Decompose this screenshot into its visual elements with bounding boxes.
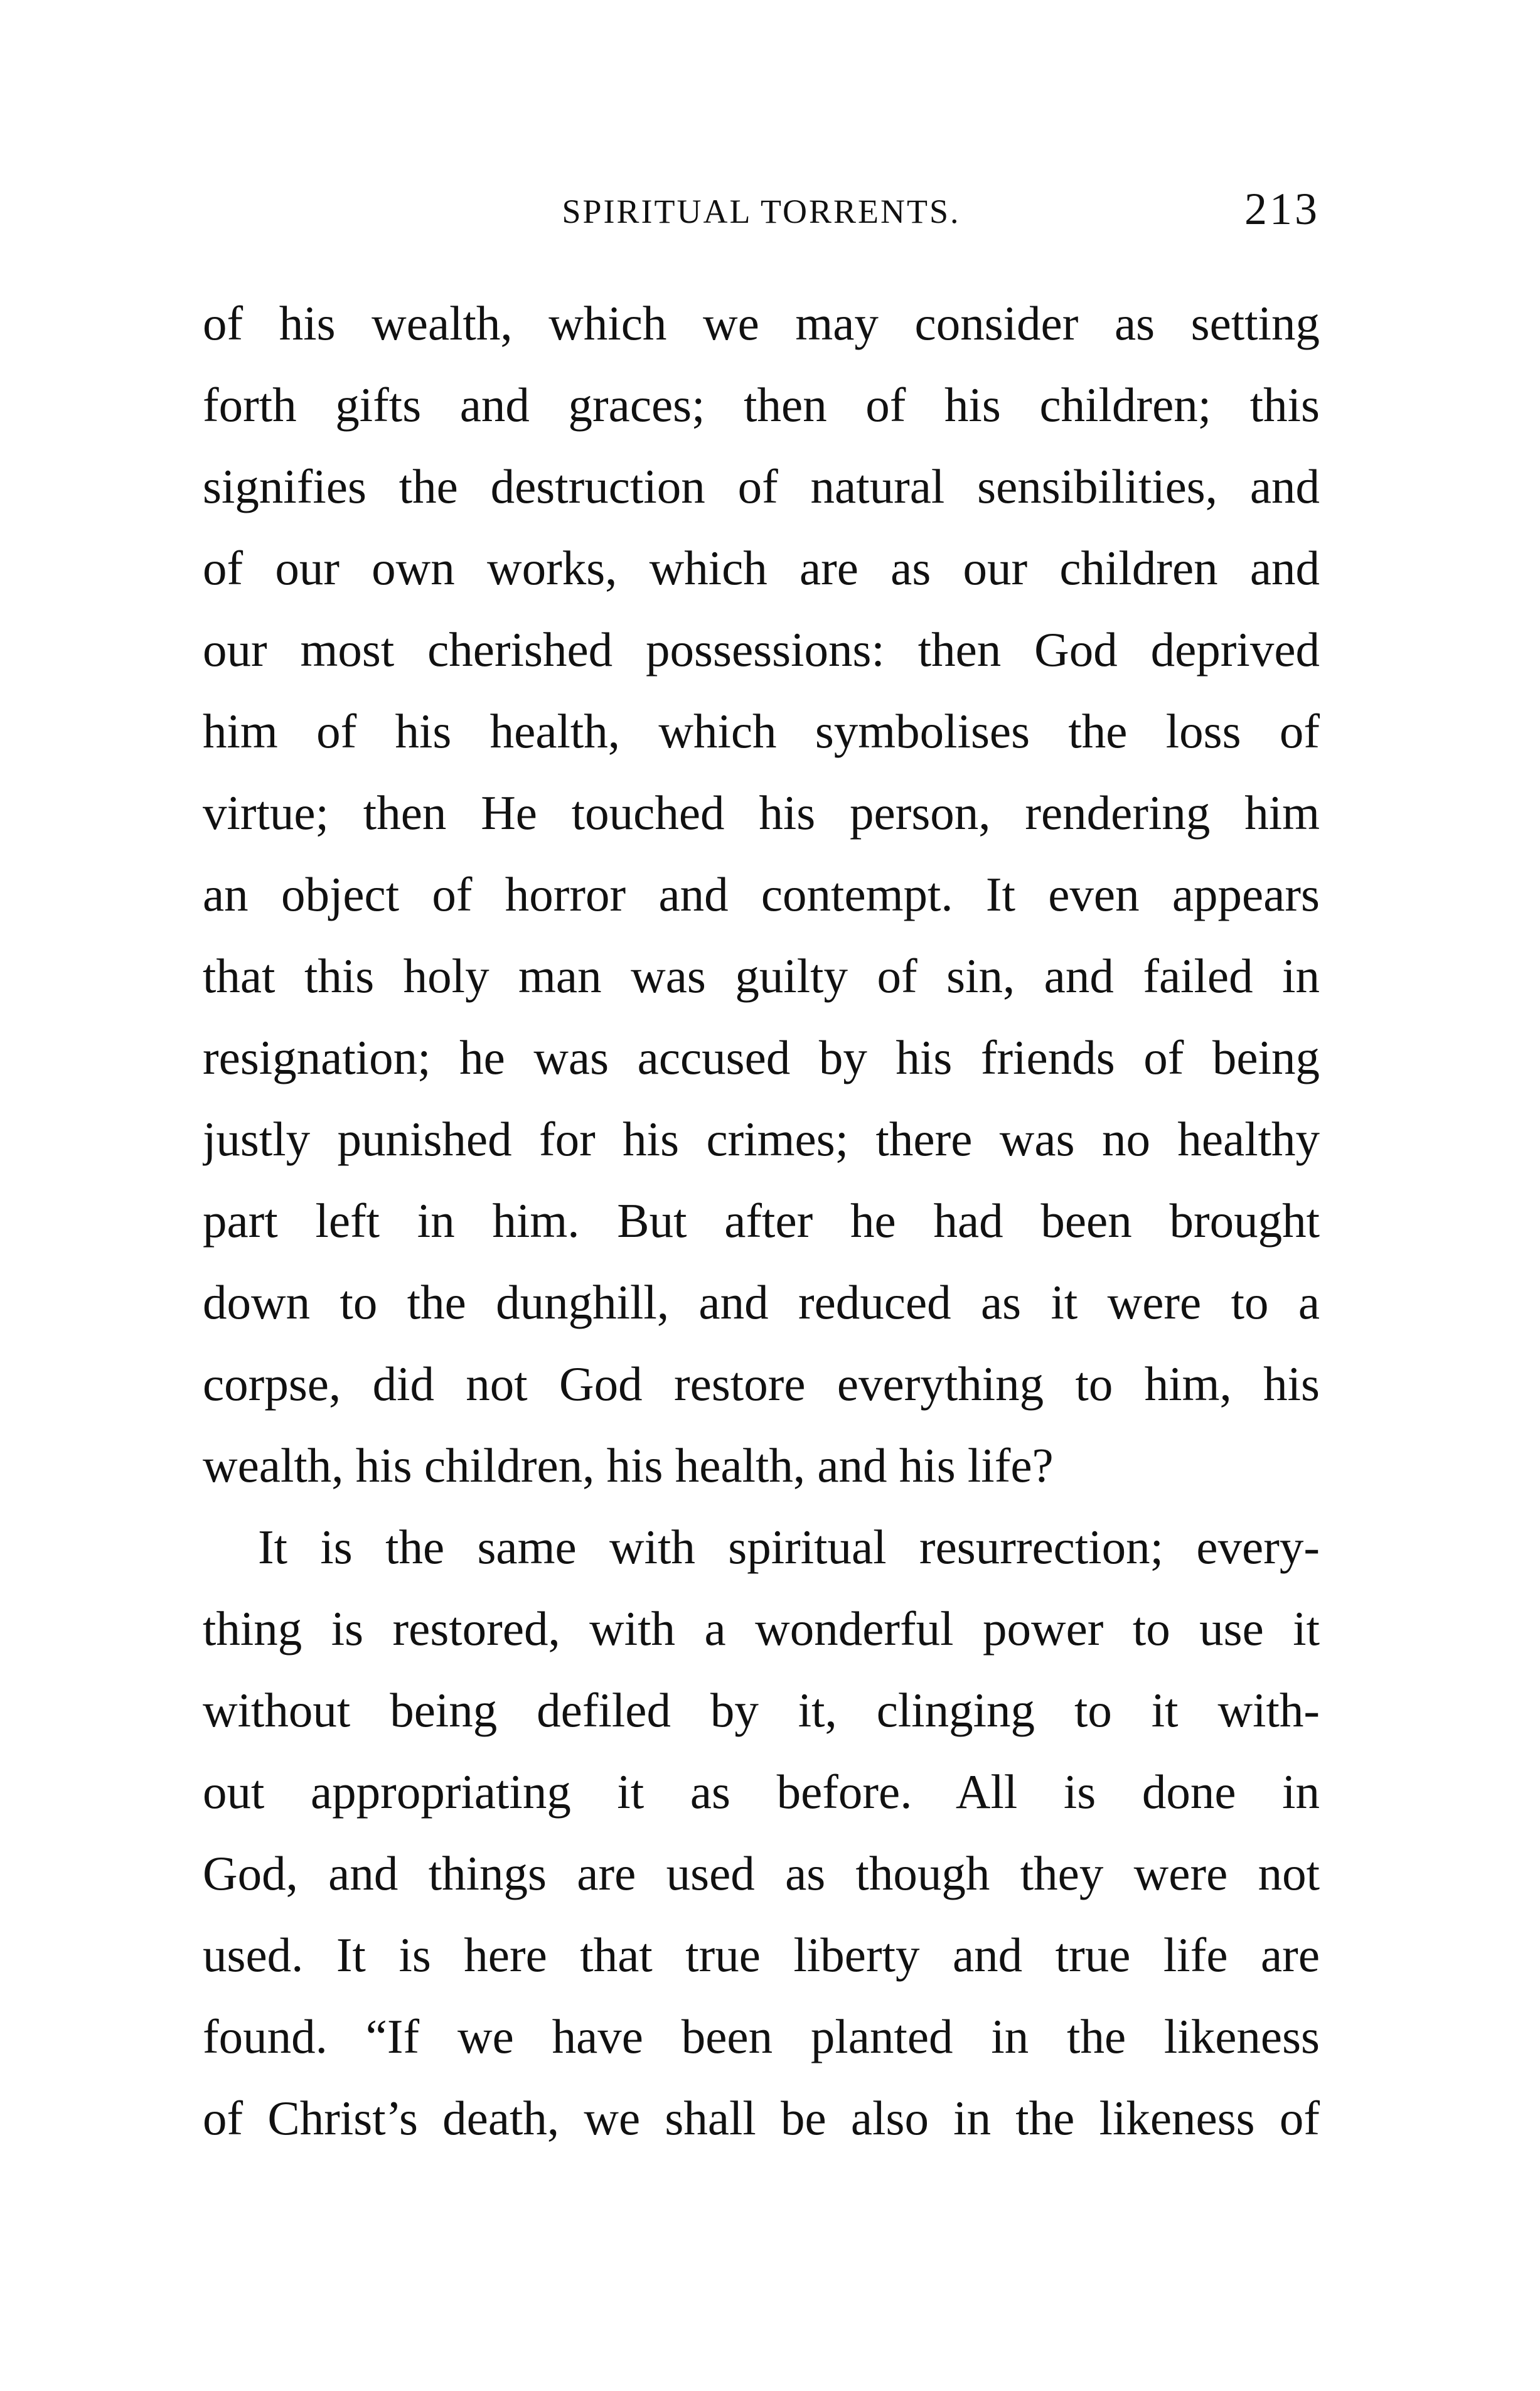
text-line: wealth, his children, his health, and his life? — [203, 1438, 1054, 1492]
text-line: virtue; then He touched his person, rendering him — [203, 786, 1320, 840]
text-line: God, and things are used as though they were not — [203, 1846, 1320, 1900]
text-line: of our own works, which are as our children and — [203, 541, 1320, 595]
text-line: justly punished for his crimes; there was no healthy — [203, 1112, 1320, 1166]
paragraph-1 — [203, 282, 1320, 1506]
text-line: thing is restored, with a wonderful power to use it — [203, 1602, 1320, 1656]
running-title: SPIRITUAL TORRENTS. — [562, 193, 961, 230]
text-line: resignation; he was accused by his friends of being — [203, 1030, 1320, 1084]
text-line: our most cherished possessions: then God deprived — [203, 623, 1320, 677]
text-line: found. “If we have been planted in the likeness — [203, 2009, 1320, 2063]
text-line: an object of horror and contempt. It even appears — [203, 867, 1320, 921]
text-line: forth gifts and graces; then of his children; this — [203, 378, 1320, 432]
text-line: down to the dunghill, and reduced as it were to a — [203, 1275, 1320, 1329]
page-number: 213 — [1244, 184, 1320, 234]
text-line: part left in him. But after he had been brought — [203, 1194, 1320, 1248]
text-line: corpse, did not God restore everything to him, his — [203, 1357, 1320, 1411]
text-line: without being defiled by it, clinging to it with- — [203, 1683, 1320, 1737]
text-line: of his wealth, which we may consider as setting — [203, 296, 1320, 350]
text-line: that this holy man was guilty of sin, and failed in — [203, 949, 1320, 1003]
text-line: out appropriating it as before. All is done in — [203, 1765, 1320, 1819]
text-line: It is the same with spiritual resurrection; every- — [258, 1520, 1320, 1574]
text-line: of Christ’s death, we shall be also in the likeness of — [203, 2091, 1320, 2145]
text-line: signifies the destruction of natural sensibilities, and — [203, 459, 1320, 513]
text-line: him of his health, which symbolises the loss of — [203, 704, 1320, 758]
running-head — [203, 183, 1320, 240]
paragraph-2 — [203, 1506, 1320, 2159]
text-line: used. It is here that true liberty and true life are — [203, 1928, 1320, 1982]
body-text — [203, 282, 1320, 2159]
